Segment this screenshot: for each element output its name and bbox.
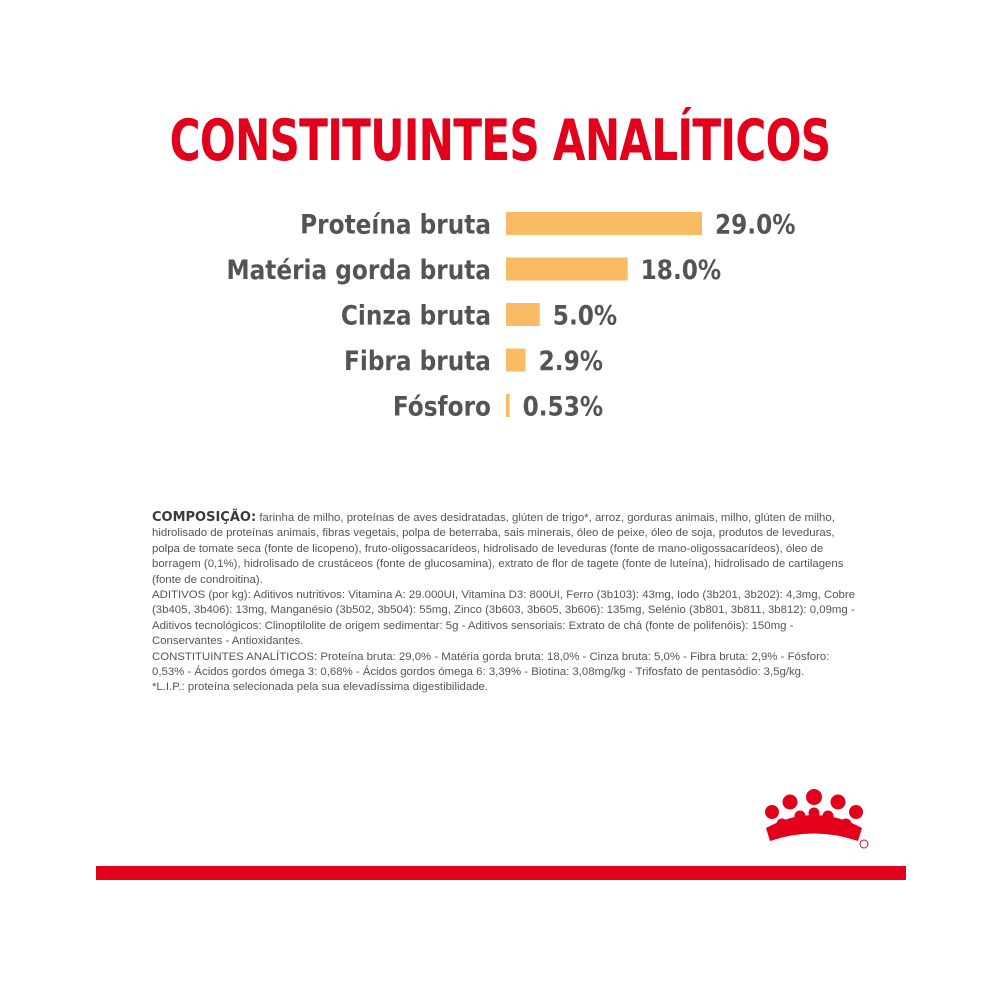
royal-canin-crown-logo bbox=[760, 786, 872, 854]
value-label: 29.0% bbox=[715, 208, 796, 240]
bar bbox=[506, 212, 702, 235]
category-label: Cinza bruta bbox=[340, 299, 491, 331]
bar bbox=[506, 349, 526, 372]
bar bbox=[506, 303, 540, 326]
composition-paragraph bbox=[152, 510, 860, 588]
footer-red-rule bbox=[96, 866, 906, 880]
composition-text: farinha de milho, proteínas de aves desidratadas, glúten de trigo*, arroz, gorduras animais, milho, glúten de milho, hidrolisado de proteínas animais, fibras vegetais, polpa de beterraba, sais minerais, óleo de peixe, óleo de soja, produtos de leveduras, polpa de tomate seca (fonte de licopeno), fruto-oligossacarídeos, hidrolisado de leveduras (fonte de mano-oligossacarídeos), óleo de borragem (0,1%), hidrolisado de crustáceos (fonte de glucosamina), extrato de flor de tagete (fonte de luteína), hidrolisado de cartilagens (fonte de condroitina). bbox=[152, 512, 844, 586]
category-label: Fósforo bbox=[392, 390, 491, 422]
composition-block bbox=[152, 510, 860, 696]
additives-text: ADITIVOS (por kg): Aditivos nutritivos: Vitamina A: 29.000UI, Vitamina D3: 800UI, Ferro (3b103): 43mg, Iodo (3b201, 3b202): 4,3mg, Cobre (3b405, 3b406): 13mg, Manganésio (3b502, 3b504): 55mg, Zinco (3b603, 3b605, 3b606): 135mg, Selénio (3b801, 3b811, 3b812): 0,09mg - Aditivos tecnológicos: Clinoptilolite de origem sedimentar: 5g - Aditivos sensoriais: Extrato de chá (fonte de polifenóis): 150mg - Conservantes - Antioxidantes. bbox=[152, 589, 855, 648]
analytical-constituents-chart bbox=[0, 0, 1000, 470]
category-label: Proteína bruta bbox=[300, 208, 491, 240]
composition-label: COMPOSIÇÃO: bbox=[152, 510, 257, 525]
value-label: 2.9% bbox=[538, 345, 603, 377]
category-label: Fibra bruta bbox=[344, 345, 491, 377]
value-label: 5.0% bbox=[552, 299, 618, 331]
bar bbox=[506, 258, 628, 281]
footnote-text: *L.I.P.: proteína selecionada pela sua elevadíssima digestibilidade. bbox=[152, 681, 489, 694]
value-label: 0.53% bbox=[522, 390, 604, 422]
constituents-text: CONSTITUINTES ANALÍTICOS: Proteína bruta: 29,0% - Matéria gorda bruta: 18,0% - Cinza bruta: 5,0% - Fibra bruta: 2,9% - Fósforo: 0,53% - Ácidos gordos ómega 3: 0,68% - Ácidos gordos ómega 6: 3,39% - Biotina: 3,08mg/kg - Trifosfato de pentasódio: 3,5g/kg. bbox=[152, 650, 830, 679]
category-label: Matéria gorda bruta bbox=[226, 254, 491, 286]
page-title: CONSTITUINTES ANALÍTICOS bbox=[169, 108, 831, 174]
bar bbox=[506, 394, 510, 417]
value-label: 18.0% bbox=[640, 254, 722, 286]
